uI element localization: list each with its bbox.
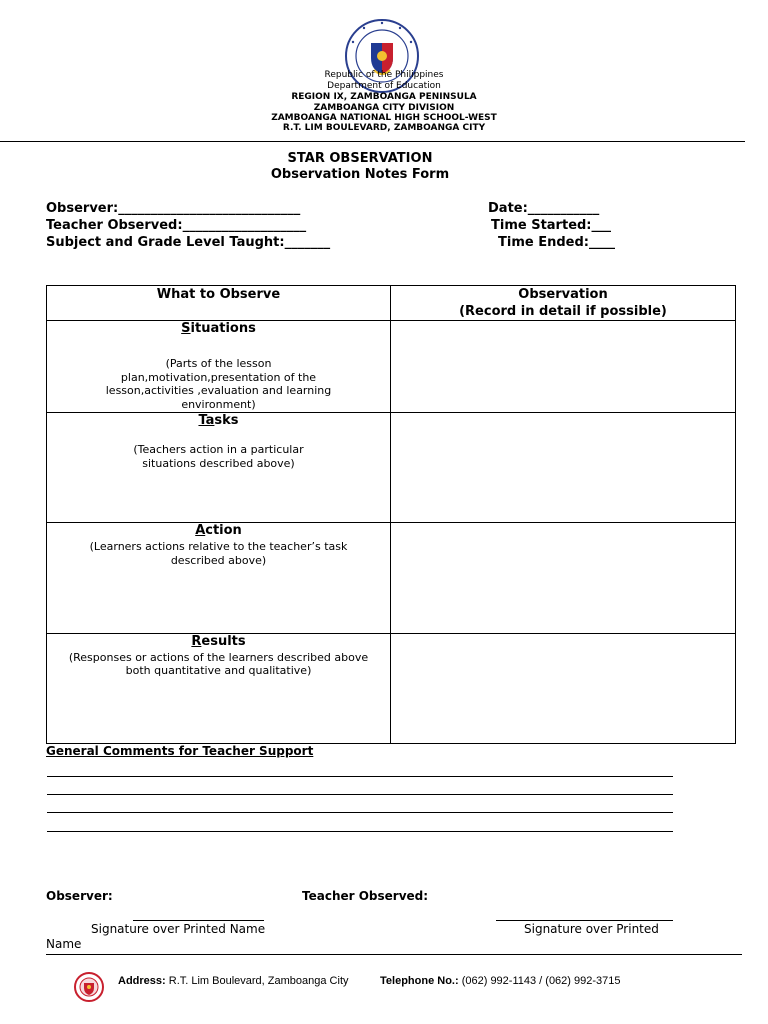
results-title: Results xyxy=(191,633,246,649)
observer-signature-caption: Signature over Printed Name xyxy=(91,922,266,936)
header-what-to-observe: What to Observe xyxy=(47,286,391,321)
school-logo xyxy=(74,972,104,1002)
tasks-description: (Teachers action in a particular situations described above) xyxy=(133,443,304,470)
observer-signature-line[interactable] xyxy=(133,920,264,921)
subject-grade-field[interactable]: Subject and Grade Level Taught:_______ xyxy=(46,235,331,250)
teacher-signature-caption: Signature over Printed xyxy=(524,922,659,936)
observer-field[interactable]: Observer:____________________________ xyxy=(46,201,301,216)
header-observation-label: Observation xyxy=(518,287,608,302)
footer-address: Address: R.T. Lim Boulevard, Zamboanga City xyxy=(118,975,349,987)
situations-cell xyxy=(47,321,391,413)
form-subtitle: Observation Notes Form xyxy=(270,167,450,182)
footer-telephone: Telephone No.: (062) 992-1143 / (062) 992-3715 xyxy=(380,975,621,987)
tasks-cell xyxy=(47,413,391,523)
letterhead-division: ZAMBOANGA CITY DIVISION xyxy=(313,103,455,113)
letterhead-republic: Republic of the Philippines xyxy=(324,70,444,80)
observer-signature-caption-wrap: Name xyxy=(46,937,82,951)
letterhead-department: Department of Education xyxy=(327,81,441,91)
teacher-observed-field[interactable]: Teacher Observed:___________________ xyxy=(46,218,307,233)
results-description: (Responses or actions of the learners described above both quantitative and qualitative) xyxy=(68,650,369,678)
comment-line[interactable] xyxy=(47,812,673,813)
footer-divider xyxy=(46,954,742,955)
action-description: (Learners actions relative to the teacher’s task described above) xyxy=(89,540,348,567)
header-observation xyxy=(391,286,736,321)
results-cell xyxy=(47,633,391,743)
observer-signature-label: Observer: xyxy=(46,889,113,903)
header-divider xyxy=(0,141,745,142)
situations-observation-cell[interactable] xyxy=(391,321,736,413)
time-ended-field[interactable]: Time Ended:____ xyxy=(498,235,615,250)
time-started-field[interactable]: Time Started:___ xyxy=(491,218,612,233)
observation-table xyxy=(46,285,736,744)
form-title: STAR OBSERVATION xyxy=(287,151,433,166)
results-observation-cell[interactable] xyxy=(391,633,736,743)
comment-line[interactable] xyxy=(47,831,673,832)
tasks-title: Tasks xyxy=(198,413,239,429)
comment-line[interactable] xyxy=(47,776,673,777)
header-observation-hint: (Record in detail if possible) xyxy=(459,304,667,319)
tasks-observation-cell[interactable] xyxy=(391,413,736,523)
situations-title: Situations xyxy=(181,321,256,337)
teacher-signature-line[interactable] xyxy=(496,920,673,921)
letterhead-region: REGION IX, ZAMBOANGA PENINSULA xyxy=(291,92,477,102)
action-observation-cell[interactable] xyxy=(391,523,736,633)
action-cell xyxy=(47,523,391,633)
action-title: Action xyxy=(195,523,242,539)
teacher-signature-label: Teacher Observed: xyxy=(302,889,429,903)
letterhead-school: ZAMBOANGA NATIONAL HIGH SCHOOL-WEST xyxy=(271,113,497,123)
letterhead-address: R.T. LIM BOULEVARD, ZAMBOANGA CITY xyxy=(282,123,486,133)
comment-line[interactable] xyxy=(47,794,673,795)
general-comments-heading: General Comments for Teacher Support xyxy=(46,744,314,758)
date-field[interactable]: Date:___________ xyxy=(488,201,600,216)
situations-description: (Parts of the lesson plan,motivation,presentation of the lesson,activities ,evaluation and learning environment) xyxy=(105,357,332,411)
